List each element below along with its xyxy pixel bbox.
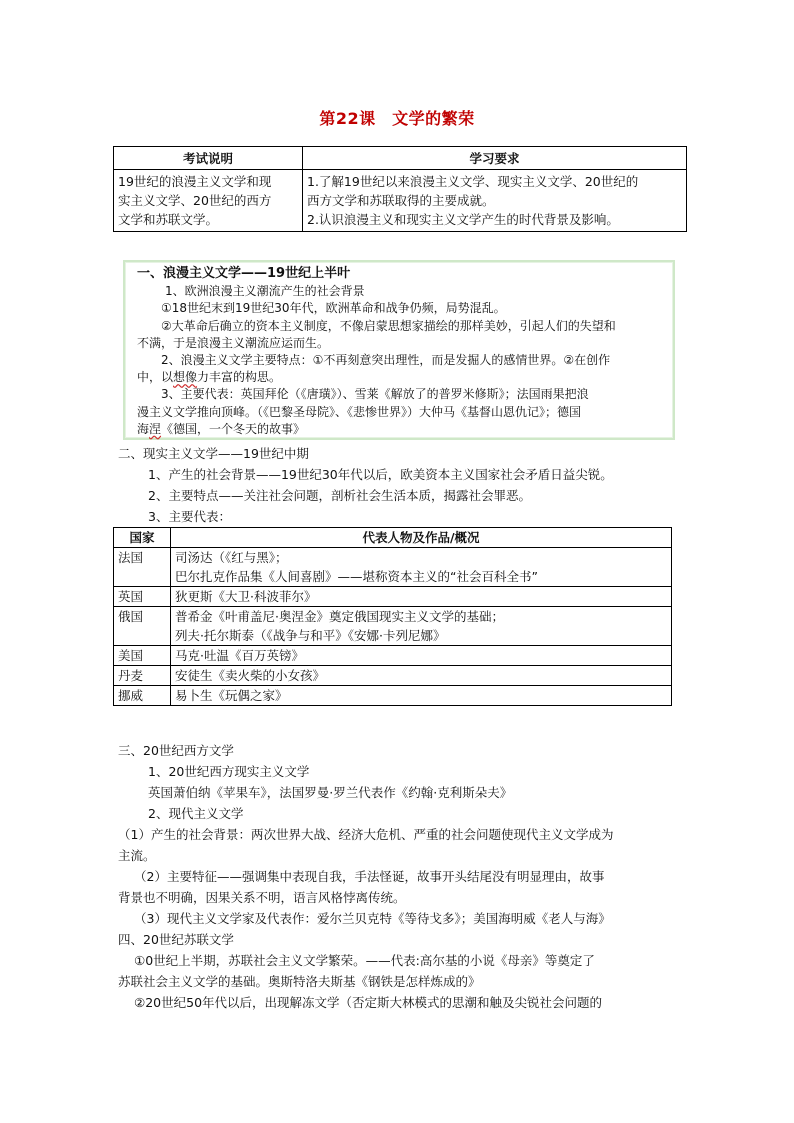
text-line: 背景也不明确，因果关系不明，语言风格悖离传统。 xyxy=(118,890,406,905)
text-line: 西方文学和苏联取得的主要成就。 xyxy=(307,193,495,208)
works-cell: 狄更斯《大卫·科波菲尔》 xyxy=(171,587,672,607)
text-line: 中，以想像力丰富的构思。 xyxy=(137,370,282,385)
text-line: 文学和苏联文学。 xyxy=(118,212,219,227)
header-study-requirements: 学习要求 xyxy=(303,147,687,170)
text-line: ①0世纪上半期，苏联社会主义文学繁荣。——代表:高尔基的小说《母亲》等奠定了 xyxy=(134,953,595,968)
text-line: 1、产生的社会背景——19世纪30年代以后，欧美资本主义国家社会矛盾日益尖锐。 xyxy=(148,467,613,482)
study-requirements-cell xyxy=(303,170,687,232)
works-cell xyxy=(171,548,672,587)
text-line: 不满，于是浪漫主义潮流应运而生。 xyxy=(137,335,330,350)
country-cell: 丹麦 xyxy=(114,666,171,686)
country-cell: 美国 xyxy=(114,646,171,666)
text-line: 3、主要代表：英国拜伦（《唐璜》）、雪莱《解放了的普罗米修斯》；法国雨果把浪 xyxy=(161,387,589,402)
header-works: 代表人物及作品/概况 xyxy=(171,528,672,548)
text-line: 实主义文学、20世纪的西方 xyxy=(118,193,272,208)
text-line: 2.认识浪漫主义和现实主义文学产生的时代背景及影响。 xyxy=(307,212,619,227)
text-line: 1、20世纪西方现实主义文学 xyxy=(148,764,310,779)
text-line: （2）主要特征——强调集中表现自我，手法怪诞，故事开头结尾没有明显理由，故事 xyxy=(134,869,605,884)
text-line: 2、现代主义文学 xyxy=(148,806,244,821)
table-row xyxy=(114,686,672,706)
table-row xyxy=(114,548,672,587)
text-line: （1）产生的社会背景：两次世界大战、经济大危机、严重的社会问题使现代主义文学成为 xyxy=(118,827,614,842)
text-line: ①18世纪末到19世纪30年代，欧洲革命和战争仍频，局势混乱。 xyxy=(161,301,506,316)
text-line: 海涅《德国，一个冬天的故事》 xyxy=(137,421,306,436)
western-heading: 三、20世纪西方文学 xyxy=(118,743,234,758)
header-country: 国家 xyxy=(114,528,171,548)
exam-description-cell xyxy=(114,170,303,232)
realism-heading: 二、现实主义文学——19世纪中期 xyxy=(118,446,309,461)
text-line: 2、主要特点——关注社会问题，剖析社会生活本质，揭露社会罪恶。 xyxy=(148,488,531,503)
table-row xyxy=(114,666,672,686)
text-line: ②大革命后确立的资本主义制度，不像启蒙思想家描绘的那样美妙，引起人们的失望和 xyxy=(161,318,616,333)
table-header-row xyxy=(114,147,687,170)
text-line: 司汤达（《红与黑》； xyxy=(175,550,288,565)
country-cell: 法国 xyxy=(114,548,171,587)
text-line: 普希金《叶甫盖尼·奥涅金》奠定俄国现实主义文学的基础； xyxy=(175,609,504,624)
text-line: 1.了解19世纪以来浪漫主义文学、现实主义文学、20世纪的 xyxy=(307,174,639,189)
realism-representatives-table xyxy=(113,527,672,706)
text-line: 苏联社会主义文学的基础。奥斯特洛夫斯基《钢铁是怎样炼成的》 xyxy=(118,974,481,989)
table-row xyxy=(114,607,672,646)
works-cell: 安徒生《卖火柴的小女孩》 xyxy=(171,666,672,686)
works-cell: 易卜生《玩偶之家》 xyxy=(171,686,672,706)
text-line: 主流。 xyxy=(118,848,156,863)
soviet-heading: 四、20世纪苏联文学 xyxy=(118,932,234,947)
text-line: （3）现代主义文学家及代表作：爱尔兰贝克特《等待戈多》；美国海明威《老人与海》 xyxy=(134,911,611,926)
spellcheck-underlined-word: 想像 xyxy=(173,370,198,385)
text-line: 巴尔扎克作品集《人间喜剧》——堪称资本主义的“社会百科全书” xyxy=(175,569,538,584)
realism-section xyxy=(118,443,676,527)
text-line: 1、欧洲浪漫主义潮流产生的社会背景 xyxy=(165,284,365,299)
western-literature-section xyxy=(118,740,676,929)
lesson-title: 第22课 文学的繁荣 xyxy=(319,109,475,128)
header-exam-description: 考试说明 xyxy=(114,147,303,170)
table-header-row xyxy=(114,528,672,548)
text-line: 漫主义文学推向顶峰。（《巴黎圣母院》、《悲惨世界》）大仲马《基督山恩仇记》；德国 xyxy=(137,404,582,419)
text-line: ②20世纪50年代以后，出现解冻文学（否定斯大林模式的思潮和触及尖锐社会问题的 xyxy=(134,995,603,1010)
soviet-literature-section xyxy=(118,929,676,1013)
text-line: 2、浪漫主义文学主要特点：①不再刻意突出理性，而是发掘人的感情世界。②在创作 xyxy=(161,353,611,368)
works-cell: 马克·吐温《百万英镑》 xyxy=(171,646,672,666)
romanticism-heading: 一、浪漫主义文学——19世纪上半叶 xyxy=(137,266,351,281)
country-cell: 俄国 xyxy=(114,607,171,646)
text-line: 3、主要代表： xyxy=(148,509,231,524)
table-row xyxy=(114,170,687,232)
table-row xyxy=(114,646,672,666)
works-cell xyxy=(171,607,672,646)
text-line: 19世纪的浪漫主义文学和现 xyxy=(118,174,272,189)
spellcheck-underlined-word: 涅 xyxy=(149,421,162,436)
exam-requirements-table xyxy=(113,146,687,232)
country-cell: 英国 xyxy=(114,587,171,607)
text-line: 英国萧伯纳《苹果车》，法国罗曼·罗兰代表作《约翰·克利斯朵夫》 xyxy=(148,785,513,800)
text-line: 列夫·托尔斯泰（《战争与和平》《安娜·卡列尼娜》 xyxy=(175,628,446,643)
country-cell: 挪威 xyxy=(114,686,171,706)
romanticism-box xyxy=(123,260,675,440)
table-row xyxy=(114,587,672,607)
